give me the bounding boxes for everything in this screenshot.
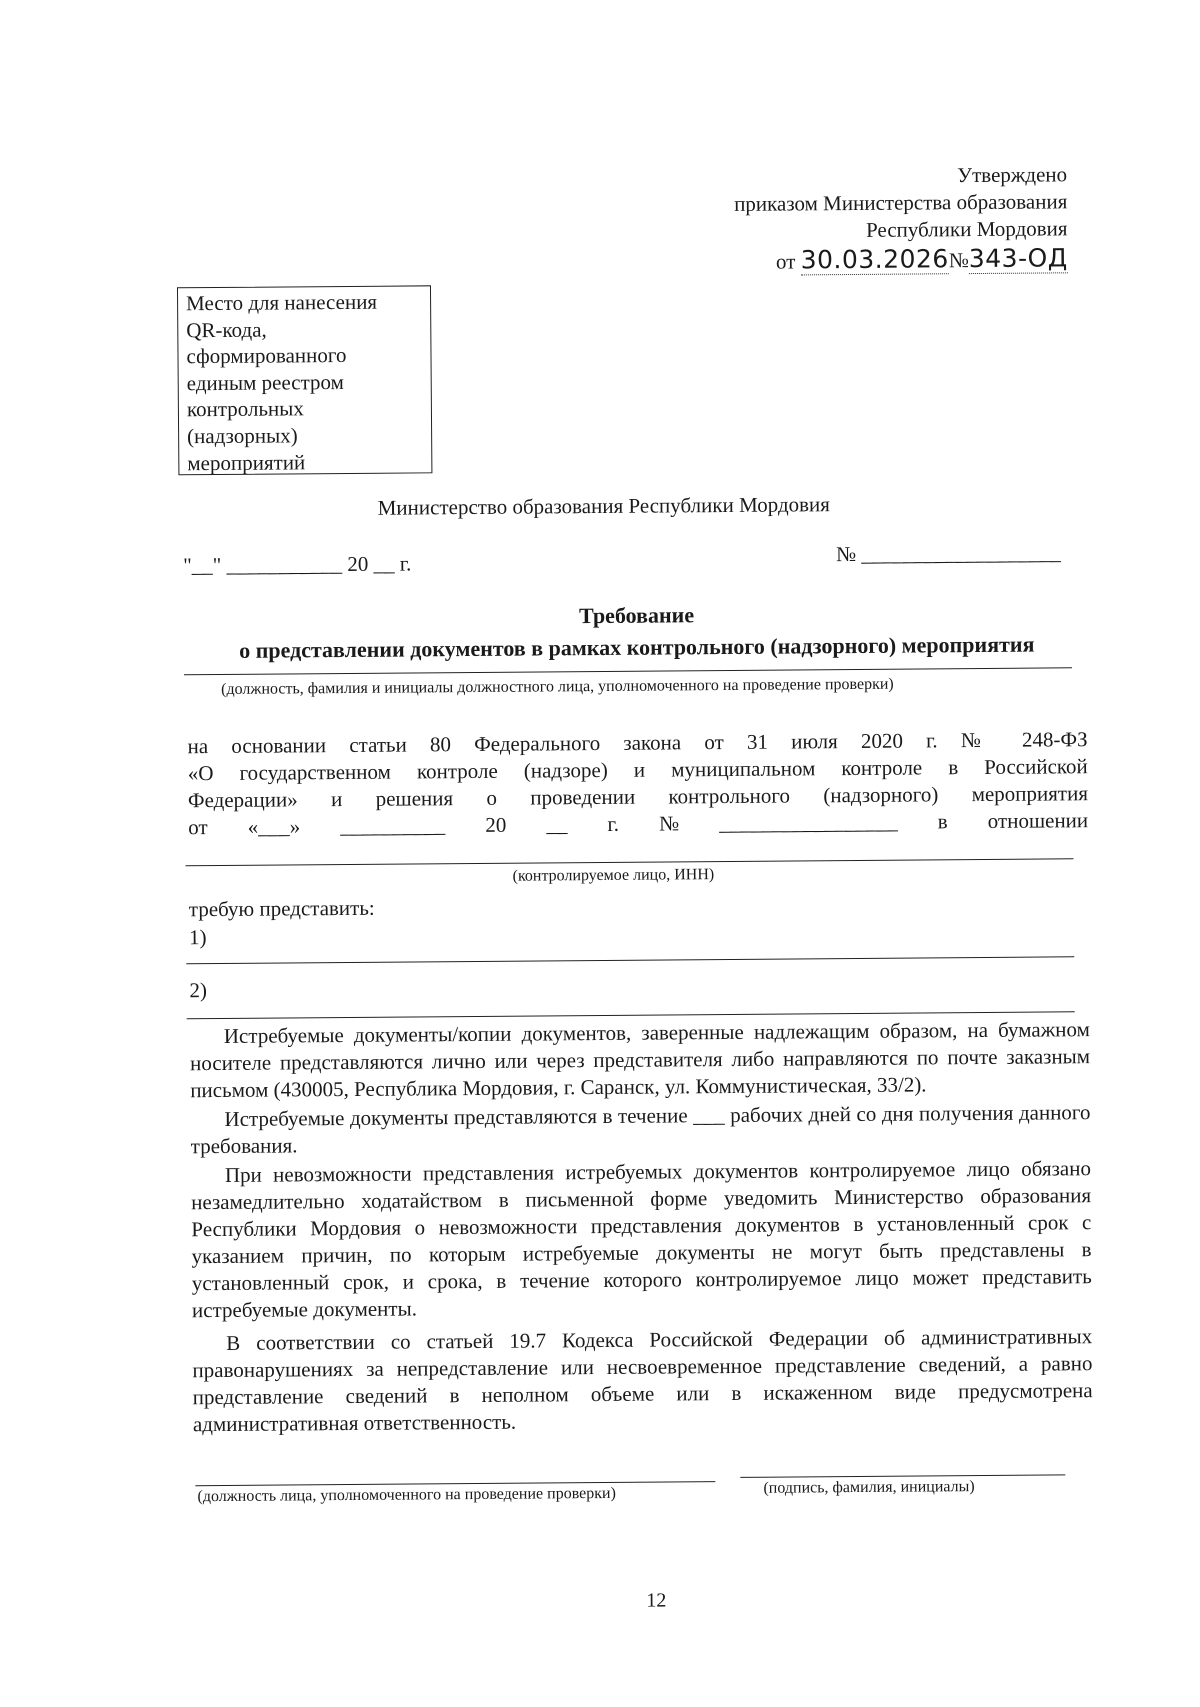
ministry-name: Министерство образования Республики Мордовия <box>377 492 830 520</box>
basis-part: от <box>188 815 208 840</box>
paragraph-liability: В соответствии со статьей 19.7 Кодекса Российской Федерации об административных правонарушениях за непредставление или несвоевременное представление сведений, а равно представление сведений в неполном объеме или в искаженном виде предусмотрена административная ответственность. <box>192 1324 1093 1437</box>
paragraph-documents-delivery: Истребуемые документы/копии документов, заверенные надлежащим образом, на бумажном носителе представляются лично или через представителя либо направляются по почте заказным письмом (430005, Республика Мордовия, г. Саранск, ул. Коммунистическая, 33/2). <box>189 1017 1091 1103</box>
basis-line-2: «О государственном контроле (надзоре) и муниципальном контроле в Российской <box>187 754 1088 786</box>
approval-title: Утверждено <box>957 162 1068 188</box>
approval-region: Республики Мордовия <box>865 216 1068 242</box>
basis-part: __________ <box>340 813 446 839</box>
page-number: 12 <box>646 1589 667 1612</box>
paragraph-impossibility: При невозможности представления истребуемых документов контролируемое лицо обязано незамедлительно ходатайством в письменной форме уведомить Министерство образования Республики Мордовия о невозможности представления документов в установленный срок с указанием причин, по которым истребуемые документы не могут быть представлены в установленный срок, и срока, в течение которого контролируемое лицо может представить истребуемые документы. <box>191 1156 1092 1323</box>
title-line-1: Требование <box>578 602 695 629</box>
request-item-1: 1) <box>188 925 207 950</box>
basis-line-1: на основании статьи 80 Федерального закона от 31 июля 2020 г. № 248-ФЗ <box>187 727 1088 759</box>
qr-box-line: QR-кода, <box>186 317 267 342</box>
qr-box-line: Место для нанесения <box>185 289 378 316</box>
request-intro: требую представить: <box>188 895 375 922</box>
basis-part: № <box>658 811 680 836</box>
approval-number-prefix: № <box>948 248 969 273</box>
basis-part: _________________ <box>719 809 898 836</box>
basis-part: в <box>937 809 948 834</box>
title-line-2: о представлении документов в рамках контрольного (надзорного) мероприятия <box>239 631 1035 663</box>
qr-box-line: единым реестром <box>186 369 344 396</box>
basis-line-3: Федерации» и решения о проведении контрольного (надзорного) мероприятия <box>187 781 1089 813</box>
approval-date-line <box>734 244 1067 276</box>
qr-box-line: (надзорных) <box>187 423 298 449</box>
approval-number-handwritten: 343-ОД <box>968 243 1068 274</box>
body-text <box>190 1016 1093 1438</box>
qr-box-line: контрольных <box>186 396 304 422</box>
basis-part: «___» <box>247 814 301 839</box>
approval-date-prefix: от <box>775 249 796 274</box>
approval-block <box>734 161 1068 276</box>
document-subtitle-wrap <box>187 630 1087 665</box>
qr-box-line: мероприятий <box>187 449 306 475</box>
basis-block <box>187 726 1088 841</box>
signature-position-caption: (должность лица, уполномоченного на проведение проверки) <box>197 1484 616 1506</box>
qr-box-line: сформированного <box>186 343 347 369</box>
document-number-template: № ___________________ <box>835 540 1061 567</box>
approval-date-handwritten: 30.03.2026 <box>800 244 949 275</box>
official-caption: (должность, фамилия и инициалы должностного лица, уполномоченного на проведение проверки) <box>221 675 894 698</box>
qr-code-placeholder <box>177 285 432 475</box>
document-title <box>186 598 1086 633</box>
controlled-caption: (контролируемое лицо, ИНН) <box>512 866 715 885</box>
approval-order: приказом Министерства образования <box>734 189 1068 216</box>
basis-part: __ <box>546 812 568 837</box>
request-item-1-line <box>186 956 1074 964</box>
basis-part: г. <box>607 811 620 836</box>
signature-sign-caption: (подпись, фамилия, инициалы) <box>763 1478 975 1497</box>
document-date-template: "__" ___________ 20 __ г. <box>183 551 412 578</box>
paragraph-deadline: Истребуемые документы представляются в течение ___ рабочих дней со дня получения данного требования. <box>190 1100 1091 1159</box>
request-item-2: 2) <box>189 978 208 1003</box>
official-fill-line <box>184 667 1072 675</box>
basis-part: 20 <box>485 812 507 837</box>
basis-part: отношении <box>987 808 1089 833</box>
